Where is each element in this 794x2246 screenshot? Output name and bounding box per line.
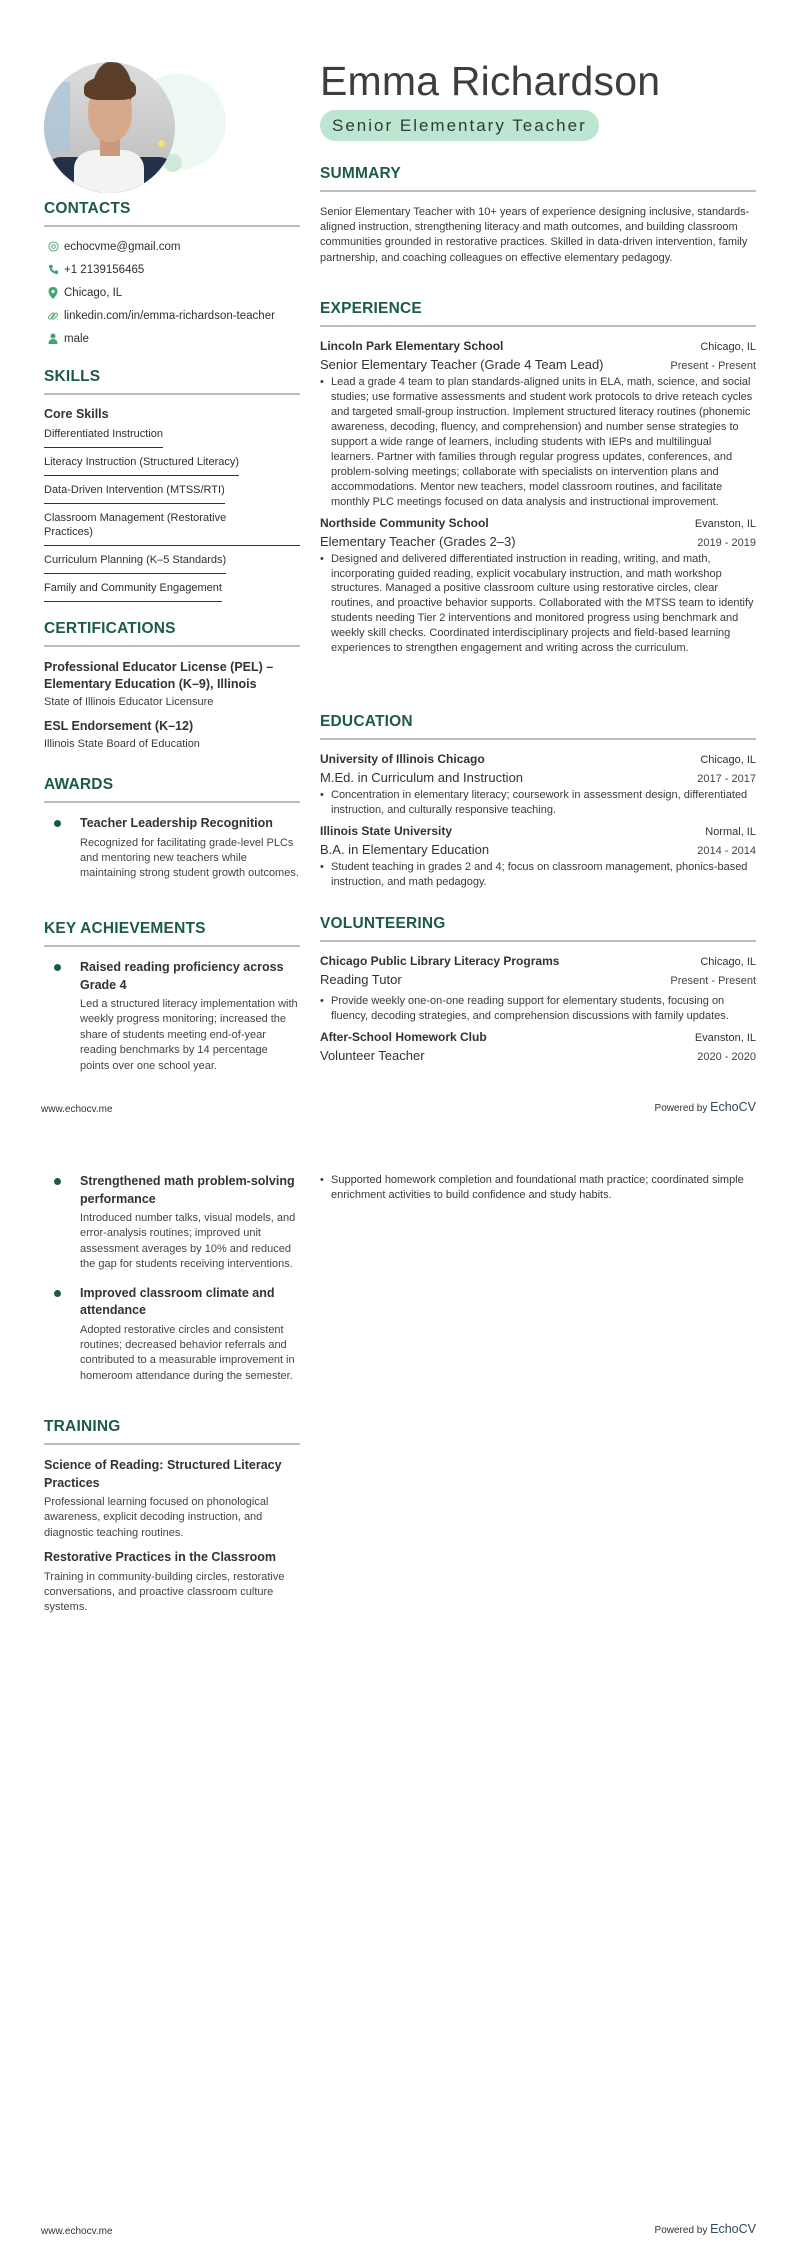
skill-item: Literacy Instruction (Structured Literacy) [44, 452, 239, 476]
certification-issuer: State of Illinois Educator Licensure [44, 695, 214, 708]
skill-item: Classroom Management (Restorative Practices) [44, 508, 300, 547]
job-title-badge [320, 110, 599, 141]
profile-photo [44, 62, 175, 193]
education-section [320, 713, 756, 890]
job-role: Elementary Teacher (Grades 2–3) [320, 533, 516, 549]
contact-linkedin[interactable]: linkedin.com/in/emma-richardson-teacher [44, 304, 300, 327]
award-description: Recognized for facilitating grade-level PLCs and mentoring new teachers while maintaining strong student growth outcomes. [80, 836, 299, 880]
skill-item: Differentiated Instruction [44, 424, 163, 448]
job-description: • Lead a grade 4 team to plan standards-aligned units in ELA, math, science, and social studies; use formative assessments and student work protocols to drive reteach cycles and targeted small-group instruction. Implement structured literacy routines (phonemic awareness, decoding, fluency, and comprehension) and number sense strategies to support a wide range of learners, including students with IEPs and multilingual learners. Partner with families through regular progress updates, conferences, and problem-solving meetings; collaborate with specialists on intervention plans and accommodations. Mentor new teachers, model classroom routines, and facilitate monthly PLC meetings focused on data analysis and instructional improvement. [320, 375, 756, 510]
section-heading: KEY ACHIEVEMENTS [44, 920, 300, 947]
summary-text: Senior Elementary Teacher with 10+ years of experience designing inclusive, standards-aligned instruction, strengthening literacy and math outcomes, and building classroom communities grounded in restorative practices. Skilled in data-driven intervention, family partnership, and coaching colleagues on effective elementary pedagogy. [320, 206, 750, 264]
footer-website-link[interactable]: www.echocv.me [41, 1104, 113, 1115]
certifications-section [44, 620, 300, 750]
profile-photo-area [44, 62, 184, 197]
at-icon [44, 241, 62, 252]
education-description: • Concentration in elementary literacy; coursework in assessment design, differentiated instruction, and culturally responsive teaching. [320, 788, 756, 818]
education-dates: 2014 - 2014 [697, 844, 756, 857]
job-role: Senior Elementary Teacher (Grade 4 Team Lead) [320, 357, 604, 372]
education-entry [320, 752, 756, 818]
skill-item: Family and Community Engagement [44, 578, 222, 602]
footer-powered-by[interactable]: Powered by EchoCV [654, 2222, 756, 2236]
brand-name: EchoCV [710, 1100, 756, 1114]
employer-name: Lincoln Park Elementary School [320, 339, 504, 353]
footer-powered-by[interactable]: Powered by EchoCV [654, 1100, 756, 1114]
skill-group-title: Core Skills [44, 407, 109, 421]
experience-entry [320, 339, 756, 510]
volunteering-entry [320, 954, 756, 1024]
volunteering-continued [320, 1173, 756, 1203]
training-section [44, 1418, 300, 1616]
contact-location: Chicago, IL [44, 281, 300, 304]
training-description: Training in community-building circles, restorative conversations, and proactive classroom culture systems. [44, 1570, 285, 1614]
training-title: Restorative Practices in the Classroom [44, 1550, 277, 1565]
organization-location: Chicago, IL [700, 956, 756, 968]
candidate-name: Emma Richardson [320, 58, 661, 104]
summary-section [320, 165, 756, 266]
certification-title: Professional Educator License (PEL) – Elementary Education (K–9), Illinois [44, 660, 274, 691]
training-description: Professional learning focused on phonological awareness, explicit decoding instruction, and diagnostic teaching routines. [44, 1496, 269, 1539]
phone-icon [44, 264, 62, 275]
achievement-title: Strengthened math problem-solving performance [80, 1174, 295, 1206]
location-pin-icon [44, 287, 62, 299]
experience-entry [320, 516, 756, 657]
organization-name: Chicago Public Library Literacy Programs [320, 954, 560, 968]
achievement-title: Raised reading proficiency across Grade 4 [80, 960, 284, 992]
contacts-section [44, 200, 300, 350]
section-heading: SUMMARY [320, 165, 756, 192]
employer-name: Northside Community School [320, 515, 489, 530]
section-heading: EXPERIENCE [320, 300, 756, 327]
degree: M.Ed. in Curriculum and Instruction [320, 770, 524, 785]
training-item [44, 1457, 300, 1541]
education-entry [320, 824, 756, 890]
organization-name: After-School Homework Club [320, 1029, 487, 1044]
school-location: Chicago, IL [700, 754, 756, 766]
volunteer-role: Reading Tutor [320, 972, 402, 987]
volunteer-role: Volunteer Teacher [320, 1047, 425, 1063]
certification-title: ESL Endorsement (K–12) [44, 718, 194, 733]
certification-item [44, 718, 300, 750]
experience-section [320, 300, 756, 656]
certification-issuer: Illinois State Board of Education [44, 737, 200, 750]
brand-name: EchoCV [710, 2222, 756, 2236]
training-item [44, 1549, 300, 1616]
achievement-item [44, 959, 300, 1074]
volunteer-dates: Present - Present [670, 975, 756, 987]
degree: B.A. in Elementary Education [320, 841, 490, 857]
job-title: Senior Elementary Teacher [332, 115, 587, 135]
job-dates: 2019 - 2019 [697, 536, 756, 549]
achievement-description: Adopted restorative circles and consistent routines; decreased behavior referrals and contributed to a measurable improvement in homeroom attendance during the semester. [80, 1323, 295, 1382]
achievement-item [44, 1173, 300, 1273]
school-name: Illinois State University [320, 823, 453, 838]
volunteer-dates: 2020 - 2020 [697, 1050, 756, 1063]
section-heading: AWARDS [44, 776, 300, 803]
bullet-dot-icon [54, 1178, 61, 1185]
section-heading: VOLUNTEERING [320, 915, 756, 942]
link-icon [44, 310, 62, 322]
bullet-dot-icon [54, 820, 61, 827]
key-achievements-continued [44, 1173, 300, 1384]
contact-gender: male [44, 327, 300, 350]
employer-location: Chicago, IL [700, 341, 756, 353]
skill-item: Curriculum Planning (K–5 Standards) [44, 550, 226, 574]
footer-website-link[interactable]: www.echocv.me [41, 2226, 113, 2237]
volunteer-description: • Supported homework completion and foundational math practice; coordinated simple enrichment activities to build confidence and study habits. [320, 1173, 756, 1203]
certification-item [44, 659, 300, 708]
section-heading: SKILLS [44, 368, 300, 395]
skills-section [44, 368, 300, 606]
award-title: Teacher Leadership Recognition [80, 816, 273, 830]
section-heading: CONTACTS [44, 200, 300, 227]
education-description: • Student teaching in grades 2 and 4; focus on classroom management, phonics-based instruction, and math pedagogy. [320, 860, 756, 890]
education-dates: 2017 - 2017 [697, 773, 756, 785]
school-name: University of Illinois Chicago [320, 752, 485, 766]
resume-page-2 [0, 1123, 794, 2246]
volunteer-description: • Provide weekly one-on-one reading support for elementary students, focusing on fluency, decoding strategies, and comprehension discussions with family updates. [320, 994, 756, 1024]
job-description: • Designed and delivered differentiated instruction in reading, writing, and math, incorporating guided reading, explicit vocabulary instruction, and math workshop structures. Managed a positive classroom culture using restorative circles, clear routines, and proactive behavior supports. Collaborated with the MTSS team to identify students needing Tier 2 interventions and monitored progress using benchmark and weekly skill checks. Coordinated interdisciplinary projects and field-based learning experiences to strengthen engagement and writing across the curriculum. [320, 552, 756, 657]
organization-location: Evanston, IL [694, 1031, 756, 1044]
contact-email[interactable]: echocvme@gmail.com [44, 235, 300, 258]
achievement-description: Led a structured literacy implementation with weekly progress monitoring; increased the share of students meeting end-of-year reading benchmarks by 14 percentage points over one school year. [80, 998, 298, 1072]
achievement-item [44, 1285, 300, 1385]
achievement-title: Improved classroom climate and attendance [80, 1285, 275, 1318]
school-location: Normal, IL [705, 825, 756, 838]
key-achievements-section [44, 920, 300, 1074]
bullet-dot-icon [54, 1290, 61, 1297]
section-heading: CERTIFICATIONS [44, 620, 300, 647]
awards-section [44, 776, 300, 882]
bullet-dot-icon [54, 964, 61, 971]
job-dates: Present - Present [670, 360, 756, 372]
section-heading: TRAINING [44, 1418, 300, 1445]
training-title: Science of Reading: Structured Literacy Practices [44, 1458, 282, 1490]
section-heading: EDUCATION [320, 713, 756, 740]
employer-location: Evanston, IL [694, 517, 756, 530]
skill-item: Data-Driven Intervention (MTSS/RTI) [44, 480, 225, 504]
contact-phone[interactable]: +1 2139156465 [44, 258, 300, 281]
volunteering-section [320, 915, 756, 1063]
achievement-description: Introduced number talks, visual models, and error-analysis routines; improved unit assessment averages by 10% and reduced the gap for students receiving interventions. [80, 1212, 296, 1271]
award-item [44, 815, 300, 882]
volunteering-entry [320, 1030, 756, 1063]
person-icon [44, 333, 62, 344]
